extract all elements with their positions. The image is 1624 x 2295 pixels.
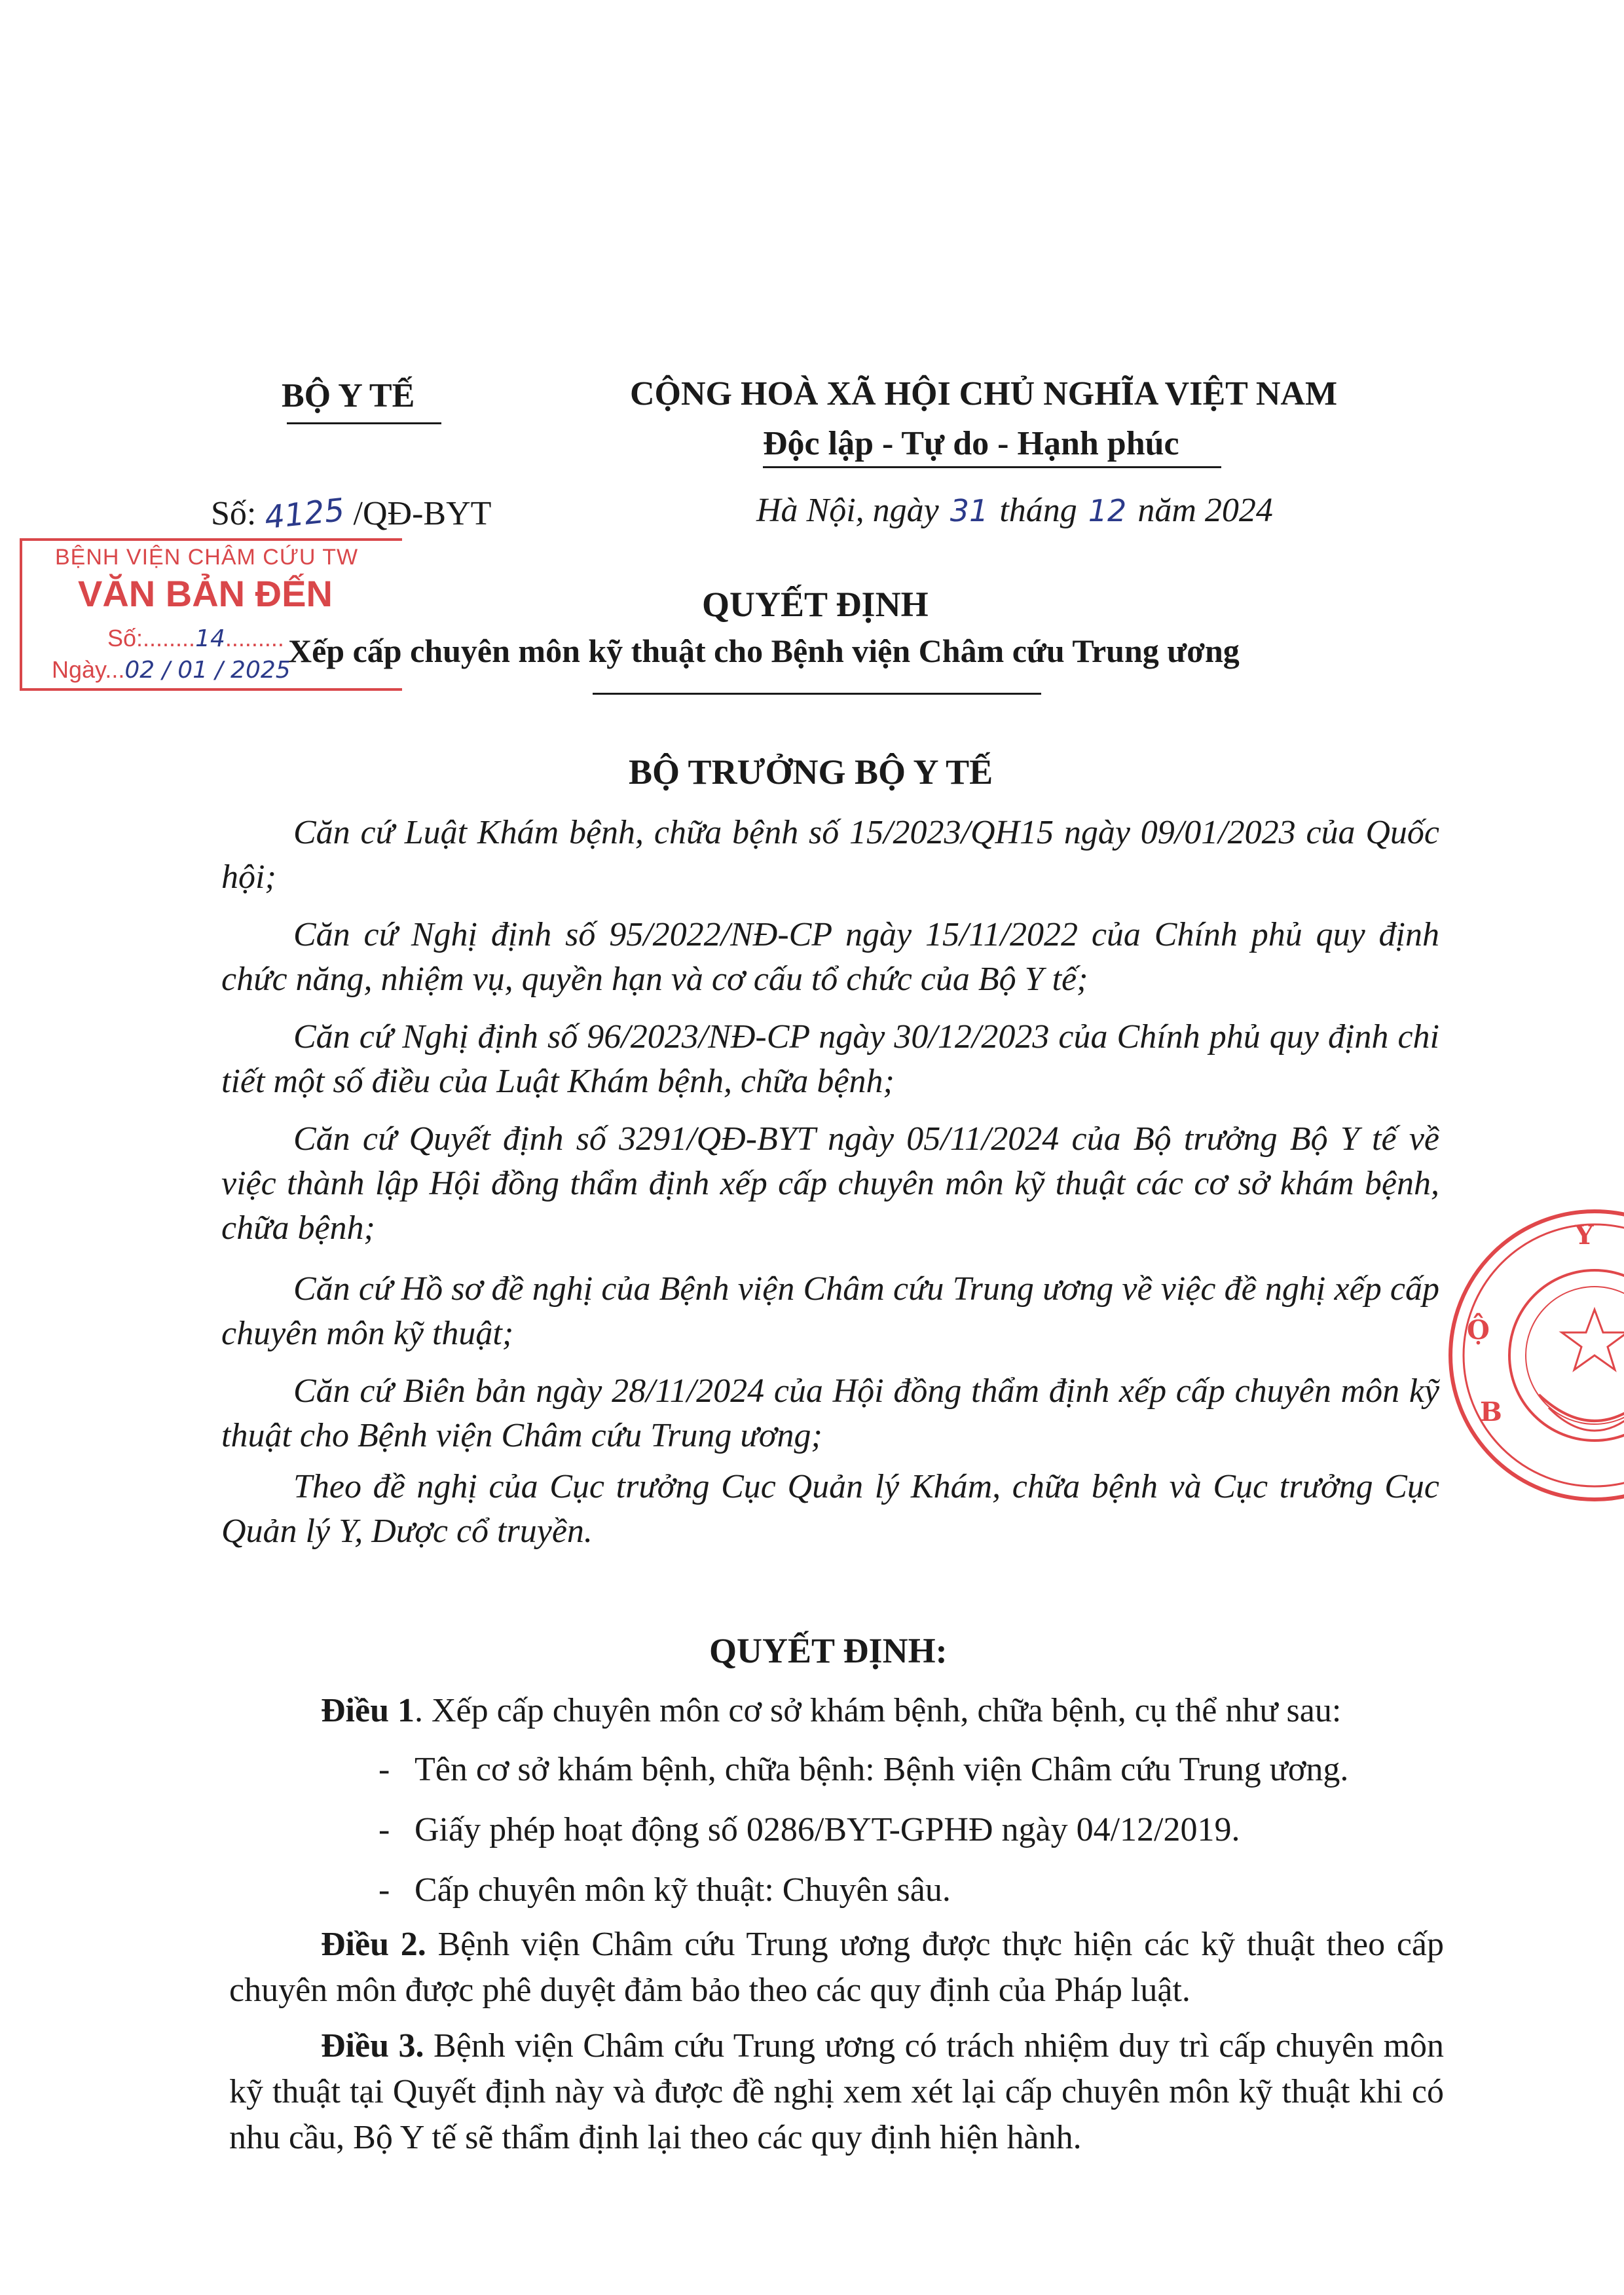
state-seal-icon: [1441, 1198, 1624, 1513]
article-2: [229, 1922, 1444, 2013]
seal-letter: B: [1480, 1397, 1502, 1427]
article-1-bullet: - Cấp chuyên môn kỹ thuật: Chuyên sâu.: [378, 1871, 951, 1909]
doc-number-prefix: Số:: [211, 495, 257, 532]
article-1: [229, 1688, 1444, 1734]
article-3: [229, 2023, 1444, 2161]
stamp-number-value: 14: [195, 625, 225, 652]
article-label: Điều 2.: [321, 1926, 426, 1963]
seal-letter: Ộ: [1467, 1315, 1490, 1346]
doc-number-suffix: /QĐ-BYT: [353, 495, 492, 532]
preamble-paragraph: Căn cứ Nghị định số 95/2022/NĐ-CP ngày 15/11/2022 của Chính phủ quy định chức năng, nhiệm vụ, quyền hạn và cơ cấu tổ chức của Bộ Y tế;: [221, 916, 1439, 998]
preamble-paragraph: Căn cứ Nghị định số 96/2023/NĐ-CP ngày 30/12/2023 của Chính phủ quy định chi tiết một số điều của Luật Khám bệnh, chữa bệnh;: [221, 1018, 1439, 1100]
issue-date: [756, 491, 1273, 530]
national-title: CỘNG HOÀ XÃ HỘI CHỦ NGHĨA VIỆT NAM: [630, 375, 1338, 413]
preamble-paragraph: Căn cứ Hồ sơ đề nghị của Bệnh viện Châm cứu Trung ương về việc đề nghị xếp cấp chuyên môn kỹ thuật;: [221, 1270, 1439, 1352]
document-title: QUYẾT ĐỊNH: [702, 585, 929, 624]
stamp-label: VĂN BẢN ĐẾN: [78, 573, 333, 614]
article-1-bullet: - Giấy phép hoạt động số 0286/BYT-GPHĐ ngày 04/12/2019.: [378, 1811, 1240, 1848]
motto-underline: [763, 466, 1221, 468]
doc-number-handwritten: 4125: [263, 491, 347, 537]
preamble-paragraph: Căn cứ Quyết định số 3291/QĐ-BYT ngày 05/11/2024 của Bộ trưởng Bộ Y tế về việc thành lập Hội đồng thẩm định xếp cấp chuyên môn kỹ thuật các cơ sở khám bệnh, chữa bệnh;: [221, 1120, 1439, 1247]
issuing-authority: BỘ TRƯỞNG BỘ Y TẾ: [629, 752, 993, 792]
document-subtitle: Xếp cấp chuyên môn kỹ thuật cho Bệnh viện Châm cứu Trung ương: [288, 633, 1240, 669]
date-month-label: tháng: [999, 492, 1077, 529]
date-prefix: Hà Nội, ngày: [756, 492, 939, 529]
agency-underline: [287, 422, 441, 424]
article-text: Bệnh viện Châm cứu Trung ương có trách nhiệm duy trì cấp chuyên môn kỹ thuật tại Quyết định này và được đề nghị xem xét lại cấp chuyên môn kỹ thuật khi có nhu cầu, Bộ Y tế sẽ thẩm định lại theo các quy định hiện hành.: [229, 2027, 1445, 2156]
national-motto: Độc lập - Tự do - Hạnh phúc: [763, 425, 1179, 462]
article-label: Điều 3.: [321, 2027, 424, 2065]
issuing-agency: BỘ Y TẾ: [282, 377, 415, 414]
stamp-number: Số:........14.........: [107, 625, 284, 652]
stamp-date: Ngày...02 / 01 / 2025: [52, 656, 291, 684]
article-label: Điều 1: [321, 1692, 415, 1729]
date-month: 12: [1088, 493, 1127, 528]
preamble-paragraph: Căn cứ Luật Khám bệnh, chữa bệnh số 15/2023/QH15 ngày 09/01/2023 của Quốc hội;: [221, 814, 1439, 896]
document-number: [211, 491, 492, 537]
article-1-bullet: - Tên cơ sở khám bệnh, chữa bệnh: Bệnh viện Châm cứu Trung ương.: [378, 1751, 1349, 1788]
decision-heading: QUYẾT ĐỊNH:: [709, 1631, 948, 1670]
date-day: 31: [950, 493, 989, 528]
article-text: . Xếp cấp chuyên môn cơ sở khám bệnh, chữa bệnh, cụ thể như sau:: [415, 1692, 1342, 1729]
article-text: Bệnh viện Châm cứu Trung ương được thực hiện các kỹ thuật theo cấp chuyên môn được phê duyệt đảm bảo theo các quy định của Pháp luật.: [229, 1926, 1445, 2009]
preamble-paragraph: Theo đề nghị của Cục trưởng Cục Quản lý Khám, chữa bệnh và Cục trưởng Cục Quản lý Y, Dược cổ truyền.: [221, 1468, 1439, 1550]
preamble-paragraph: Căn cứ Biên bản ngày 28/11/2024 của Hội đồng thẩm định xếp cấp chuyên môn kỹ thuật cho Bệnh viện Châm cứu Trung ương;: [221, 1372, 1439, 1454]
stamp-date-value: 02 / 01 / 2025: [124, 657, 291, 684]
seal-letter: Y: [1575, 1220, 1594, 1251]
subtitle-underline: [593, 693, 1041, 695]
stamp-hospital: BỆNH VIỆN CHÂM CỨU TW: [55, 545, 359, 570]
date-year: năm 2024: [1137, 492, 1273, 529]
